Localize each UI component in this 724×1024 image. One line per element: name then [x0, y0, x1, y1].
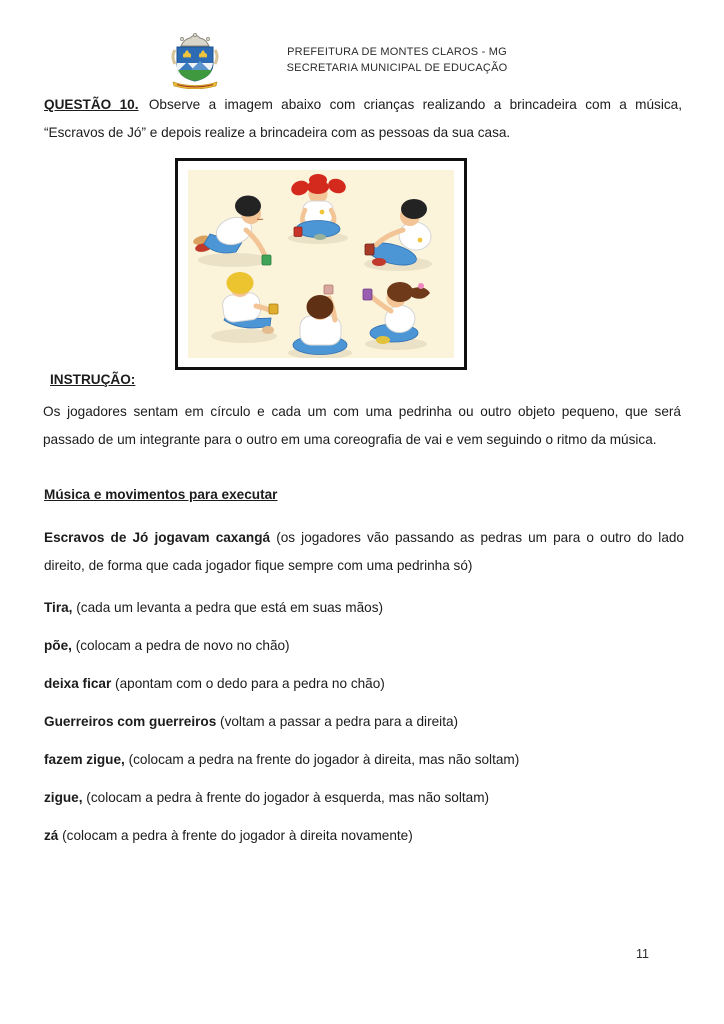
- lyric-line: [44, 524, 684, 580]
- lyric-bold: zá: [44, 828, 59, 843]
- lyric-rest: (colocam a pedra à frente do jogador à direita novamente): [58, 828, 413, 843]
- music-heading: Música e movimentos para executar: [44, 487, 278, 502]
- lyric-line: [44, 822, 684, 850]
- lyric-line: [44, 594, 684, 622]
- lyric-line: [44, 708, 684, 736]
- child-bottomright-auburn-girl: [363, 282, 430, 344]
- header-org: [70, 44, 724, 76]
- lyric-bold: Tira,: [44, 600, 73, 615]
- child-top-red-pigtails: [289, 174, 348, 240]
- instruction-heading: INSTRUÇÃO:: [50, 372, 136, 387]
- children-illustration-frame: [175, 158, 467, 370]
- lyric-bold: zigue,: [44, 790, 83, 805]
- lyric-bold: Guerreiros com guerreiros: [44, 714, 217, 729]
- lyric-bold: fazem zigue,: [44, 752, 125, 767]
- children-illustration: [188, 170, 454, 358]
- question-paragraph: [44, 91, 682, 147]
- lyric-rest: (cada um levanta a pedra que está em suas mãos): [72, 600, 384, 615]
- lyric-rest: (os jogadores vão passando as pedras um para o outro do lado direito, de forma que cada jogador fique sempre com uma pedrinha só): [44, 530, 684, 573]
- lyric-line: [44, 784, 684, 812]
- child-bottomcenter-brown: [293, 285, 347, 355]
- child-right-black-hair: [365, 199, 433, 269]
- page-number: 11: [636, 947, 649, 961]
- lyric-bold: Escravos de Jó jogavam caxangá: [44, 530, 271, 545]
- child-bottomleft-blonde: [222, 272, 278, 334]
- lyric-rest: (colocam a pedra de novo no chão): [71, 638, 290, 653]
- lyric-rest: (voltam a passar a pedra para a direita): [216, 714, 459, 729]
- children-circle-drawing: [188, 170, 454, 358]
- header-org-line1: PREFEITURA DE MONTES CLAROS - MG: [287, 46, 507, 58]
- lyric-rest: (colocam a pedra na frente do jogador à direita, mas não soltam): [124, 752, 520, 767]
- lyric-line: [44, 632, 684, 660]
- header-org-line2: SECRETARIA MUNICIPAL DE EDUCAÇÃO: [286, 62, 508, 74]
- lyric-line: [44, 746, 684, 774]
- question-label: QUESTÃO 10.: [44, 97, 139, 112]
- lyric-rest: (colocam a pedra à frente do jogador à esquerda, mas não soltam): [82, 790, 490, 805]
- lyric-bold: põe,: [44, 638, 72, 653]
- question-text: Observe a imagem abaixo com crianças realizando a brincadeira com a música, “Escravos de Jó” e depois realize a brincadeira com as pessoas da sua casa.: [44, 97, 682, 140]
- lyric-bold: deixa ficar: [44, 676, 112, 691]
- lyric-line: [44, 670, 684, 698]
- instruction-paragraph: Os jogadores sentam em círculo e cada um com uma pedrinha ou outro objeto pequeno, que será passado de um integrante para o outro em uma coreografia de vai e vem seguindo o ritmo da música.: [43, 404, 681, 447]
- lyric-rest: (apontam com o dedo para a pedra no chão): [111, 676, 385, 691]
